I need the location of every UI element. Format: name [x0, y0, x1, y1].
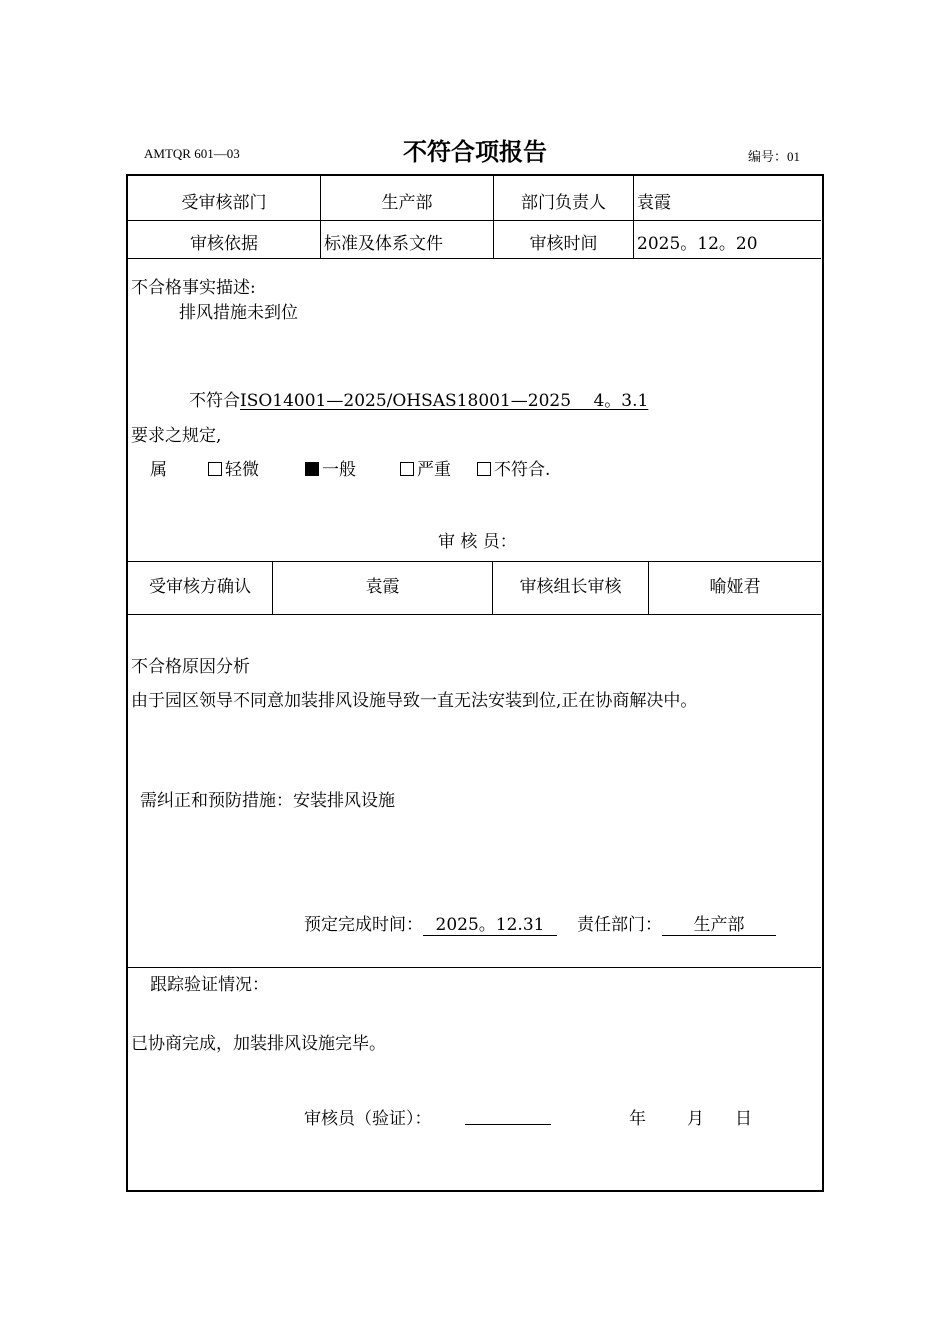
signature-line — [465, 1124, 551, 1125]
column-divider — [633, 176, 634, 258]
option-nonconform[interactable]: 不符合. — [477, 455, 550, 480]
row-divider — [127, 967, 821, 968]
month-label: 月 — [687, 1109, 704, 1129]
facts-text: 排风措施未到位 — [179, 303, 298, 323]
analysis-text: 由于园区领导不同意加装排风设施导致一直无法安装到位,正在协商解决中。 — [131, 691, 698, 711]
dept-head-value: 袁霞 — [637, 193, 671, 213]
facts-label: 不合格事实描述: — [131, 278, 256, 298]
audit-time-value: 2025。12。20 — [637, 234, 758, 254]
row-divider — [127, 614, 821, 615]
tracking-text: 已协商完成，加装排风设施完毕。 — [131, 1034, 386, 1054]
basis-value: 标准及体系文件 — [324, 234, 443, 254]
document-code: AMTQR 601—03 — [144, 146, 240, 161]
requirement-text: 要求之规定, — [131, 426, 222, 446]
basis-label: 审核依据 — [190, 234, 258, 254]
audit-time-label: 审核时间 — [529, 234, 598, 254]
checkbox-icon — [477, 462, 491, 476]
dept-head-label: 部门负责人 — [521, 193, 606, 213]
due-date-value: 2025。12.31 — [423, 910, 557, 936]
option-minor[interactable]: 轻微 — [208, 455, 259, 480]
dept-label: 受审核部门 — [181, 193, 267, 213]
option-serious[interactable]: 严重 — [400, 455, 451, 480]
auditor-label: 审 核 员： — [438, 532, 517, 552]
checkbox-checked-icon — [305, 462, 319, 476]
checkbox-icon — [400, 462, 414, 476]
day-label: 日 — [735, 1109, 752, 1129]
leader-review-value: 喻娅君 — [709, 577, 761, 597]
row-divider — [127, 220, 821, 221]
dept-value: 生产部 — [381, 193, 433, 213]
row-divider — [127, 258, 821, 259]
document-title: 不符合项报告 — [403, 138, 547, 166]
checkbox-icon — [208, 462, 222, 476]
standard-reference: ISO14001—2025/OHSAS18001—2025 4。3.1 — [240, 391, 649, 411]
party-confirm-label: 受审核方确认 — [149, 577, 251, 597]
year-label: 年 — [629, 1109, 646, 1129]
tracking-label: 跟踪验证情况： — [150, 975, 269, 995]
resp-dept-label: 责任部门： — [577, 915, 662, 935]
verify-auditor-label: 审核员（验证）： — [304, 1109, 432, 1129]
option-general[interactable]: 一般 — [305, 455, 356, 480]
resp-dept-value: 生产部 — [662, 910, 776, 936]
due-date-label: 预定完成时间： — [304, 915, 423, 935]
corrective-action: 需纠正和预防措施：安装排风设施 — [140, 791, 395, 811]
category-prefix: 属 — [150, 460, 167, 480]
party-confirm-value: 袁霞 — [365, 577, 400, 597]
leader-review-label: 审核组长审核 — [519, 577, 622, 597]
due-date-row — [304, 910, 776, 936]
nonconform-prefix: 不符合 — [189, 391, 240, 411]
row-divider — [127, 561, 821, 562]
document-number: 编号：01 — [748, 149, 801, 164]
analysis-label: 不合格原因分析 — [131, 657, 250, 677]
